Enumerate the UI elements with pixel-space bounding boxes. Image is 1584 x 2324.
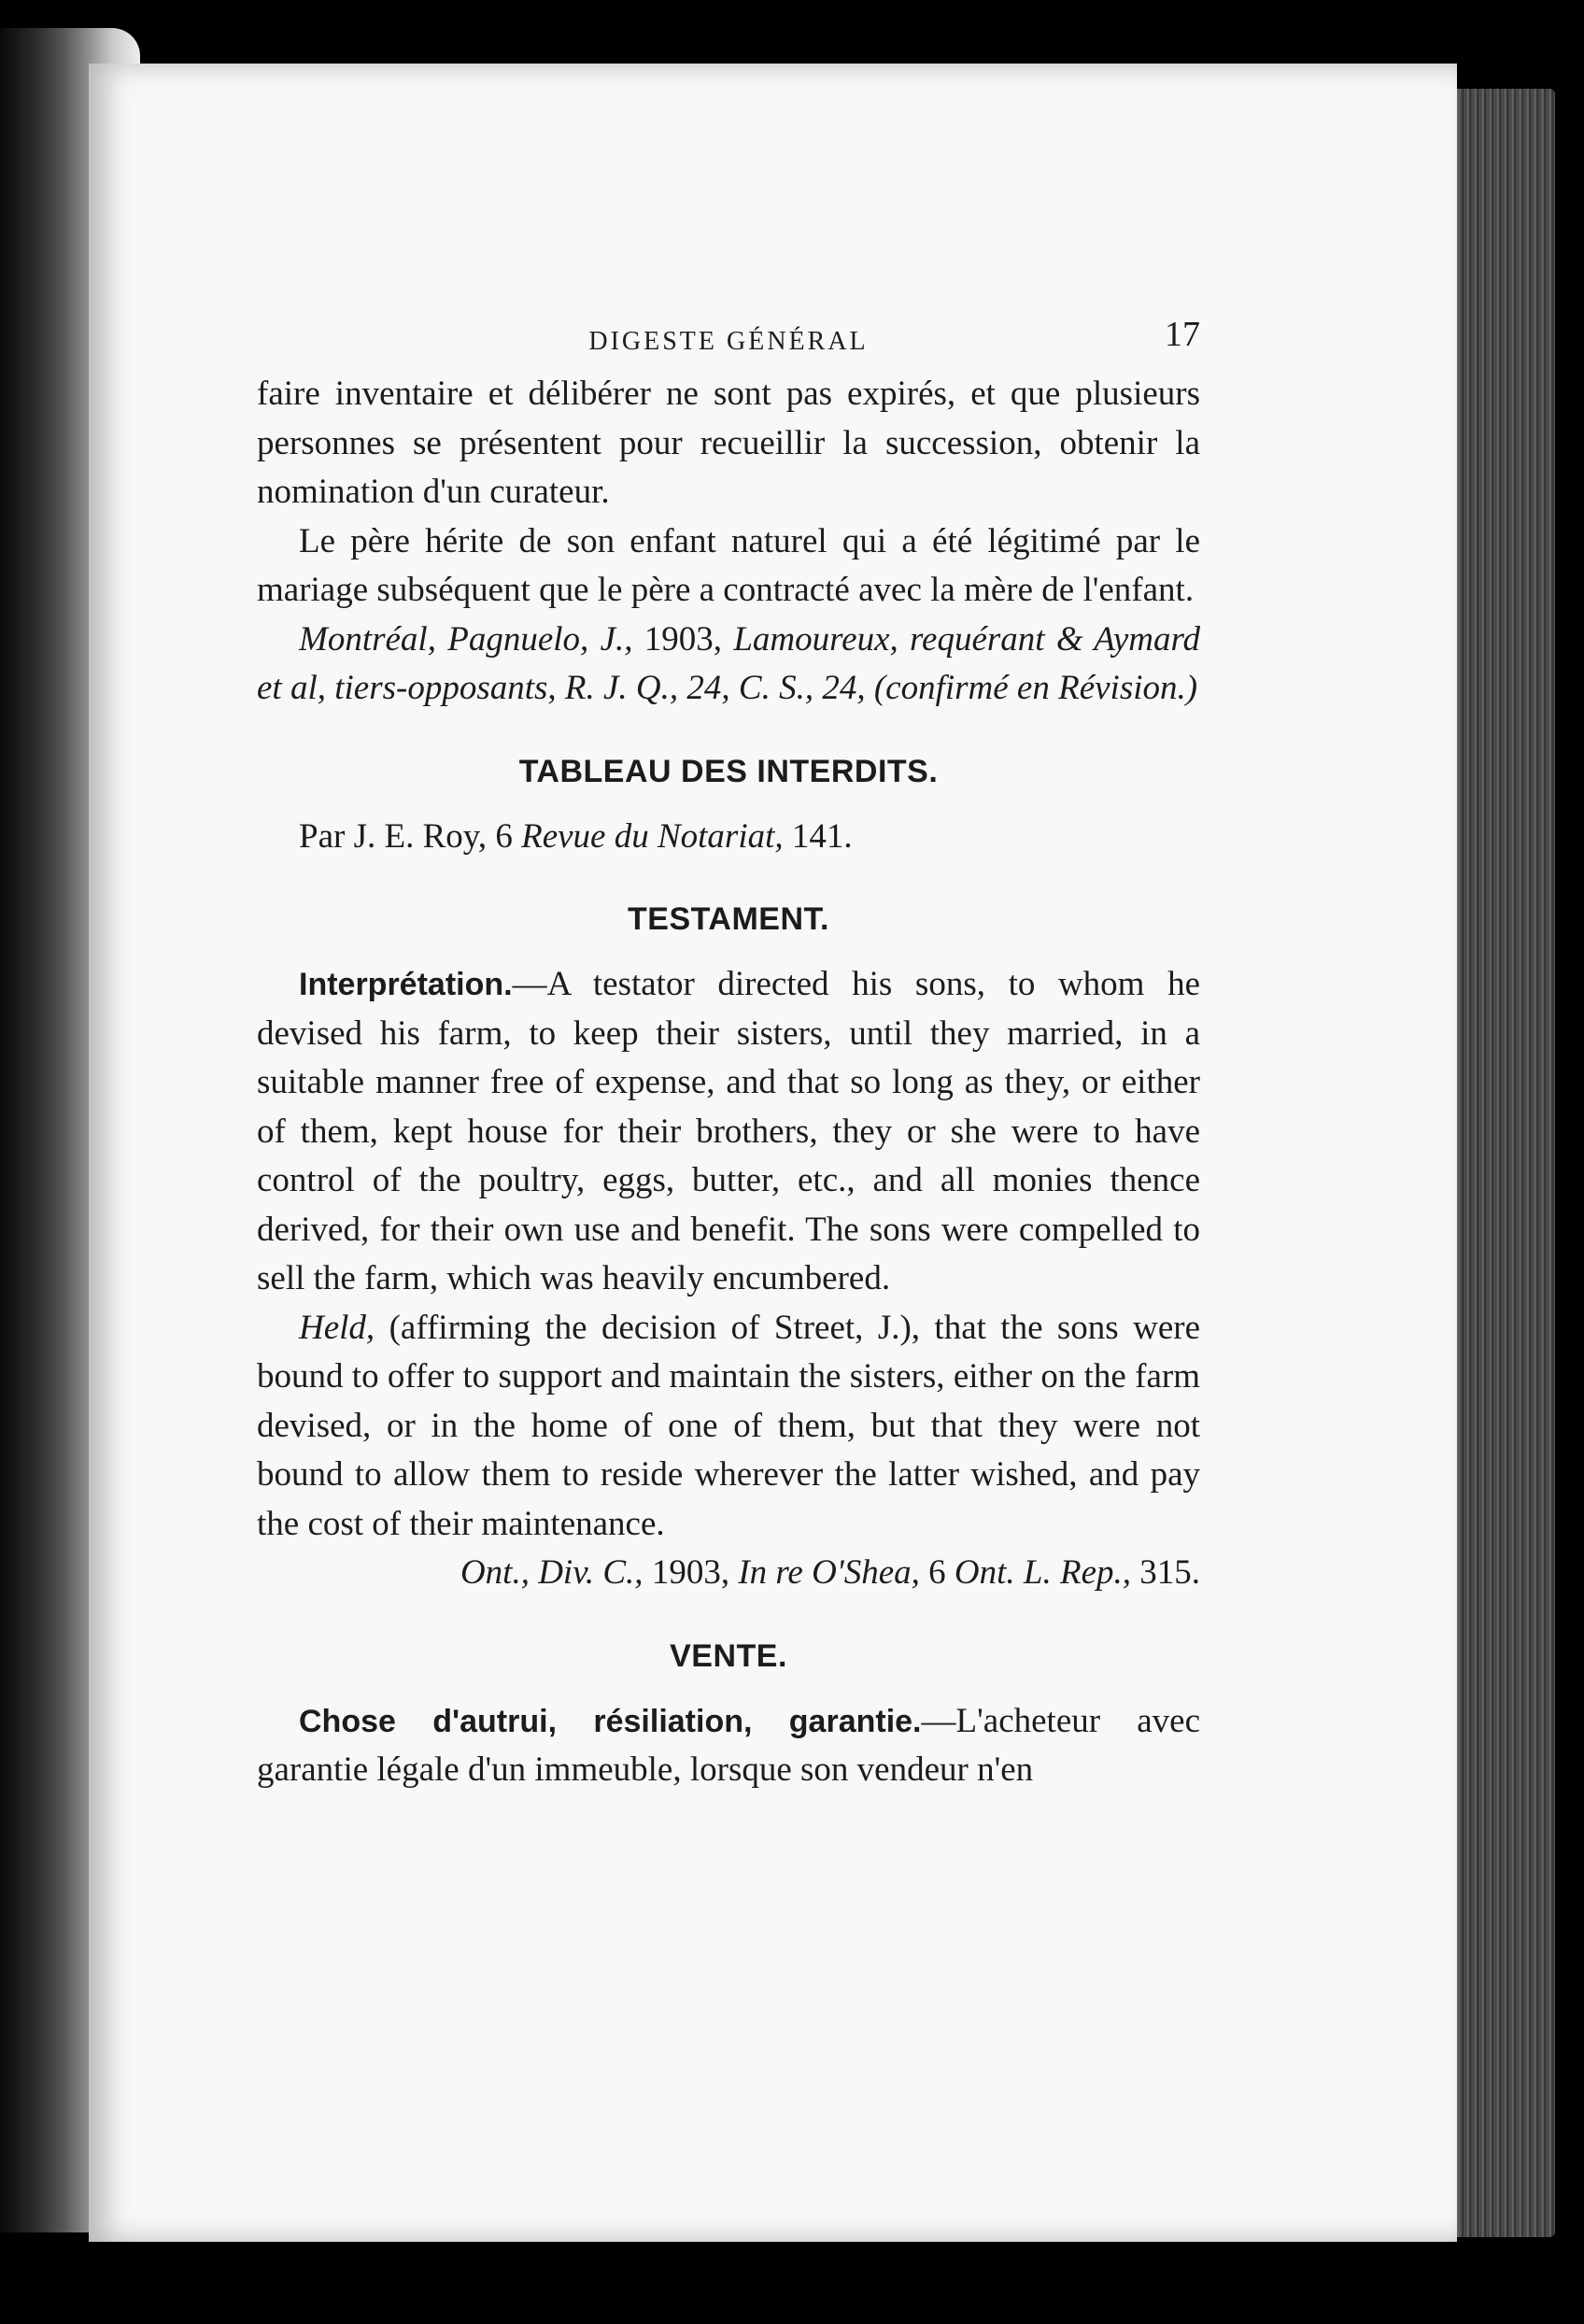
paragraph-chose-d-autrui — [257, 1697, 1200, 1795]
page-number: 17 — [1165, 315, 1200, 354]
cite-court: Ont., Div. C., — [460, 1553, 644, 1592]
vente-body: —L'acheteur avec garantie légale d'un immeuble, lorsque son vendeur n'en — [257, 1701, 1200, 1789]
held-body: (affirming the decision of Street, J.), that the sons were bound to offer to support and maintain the sisters, either on the farm devised, or in the home of one of them, but that they were not bound to allow them to reside wherever the latter wished, and pay the cost of their maintenance. — [257, 1308, 1200, 1543]
held-word: Held, — [299, 1308, 375, 1347]
cite-year: 1903, — [643, 1553, 739, 1592]
paragraph-held — [257, 1304, 1200, 1550]
cite-reporter: Ont. L. Rep., — [954, 1553, 1131, 1592]
citation-parties: Lamoureux, requérant & Aymard et al, tiers-opposants, R. J. Q., 24, C. S., 24, (confirmé en Révision.) — [257, 619, 1200, 707]
paragraph-legitimation: Le père hérite de son enfant naturel qui a été légitimé par le mariage subséquent que le père a contracté avec la mère de l'enfant. — [257, 521, 1200, 609]
reference-author: Par J. E. Roy, 6 — [299, 816, 522, 856]
page-edges — [1443, 89, 1555, 2237]
citation-oshea — [257, 1549, 1200, 1598]
lead-interpretation: Interprétation. — [299, 967, 513, 1002]
citation-year: 1903, — [632, 619, 734, 659]
cite-volume: 6 — [919, 1553, 955, 1592]
interpretation-body: —A testator directed his sons, to whom he devised his farm, to keep their sisters, until they married, in a suitable manner free of expense, and that so long as they, or either of them, kept house for their brothers, they or she were to have control of the poultry, eggs, butter, etc., and all monies thence derived, for their own use and benefit. The sons were compelled to sell the farm, which was heavily encumbered. — [257, 965, 1200, 1297]
citation-court: Montréal, Pagnuelo, J., — [299, 619, 633, 659]
running-header — [257, 308, 1200, 364]
lead-chose-d-autrui: Chose d'autrui, résiliation, garantie. — [299, 1703, 922, 1739]
paragraph-continuation: faire inventaire et délibérer ne sont pas expirés, et que plusieurs personnes se présentent pour recueillir la succession, obtenir la nomination d'un curateur. — [257, 375, 1200, 511]
reference-page: 141. — [783, 816, 853, 856]
cite-case: In re O'Shea, — [738, 1553, 920, 1592]
citation-lamoureux — [257, 616, 1200, 714]
running-title: DIGESTE GÉNÉRAL — [588, 327, 869, 356]
cite-page: 315. — [1131, 1553, 1200, 1592]
page-text — [257, 308, 1200, 1795]
heading-tableau-des-interdits: TABLEAU DES INTERDITS. — [518, 753, 939, 789]
paragraph-interpretation — [257, 960, 1200, 1304]
heading-vente: VENTE. — [670, 1637, 787, 1674]
heading-testament: TESTAMENT. — [628, 901, 829, 937]
reference-roy — [257, 813, 1200, 862]
reference-journal: Revue du Notariat, — [521, 816, 784, 856]
